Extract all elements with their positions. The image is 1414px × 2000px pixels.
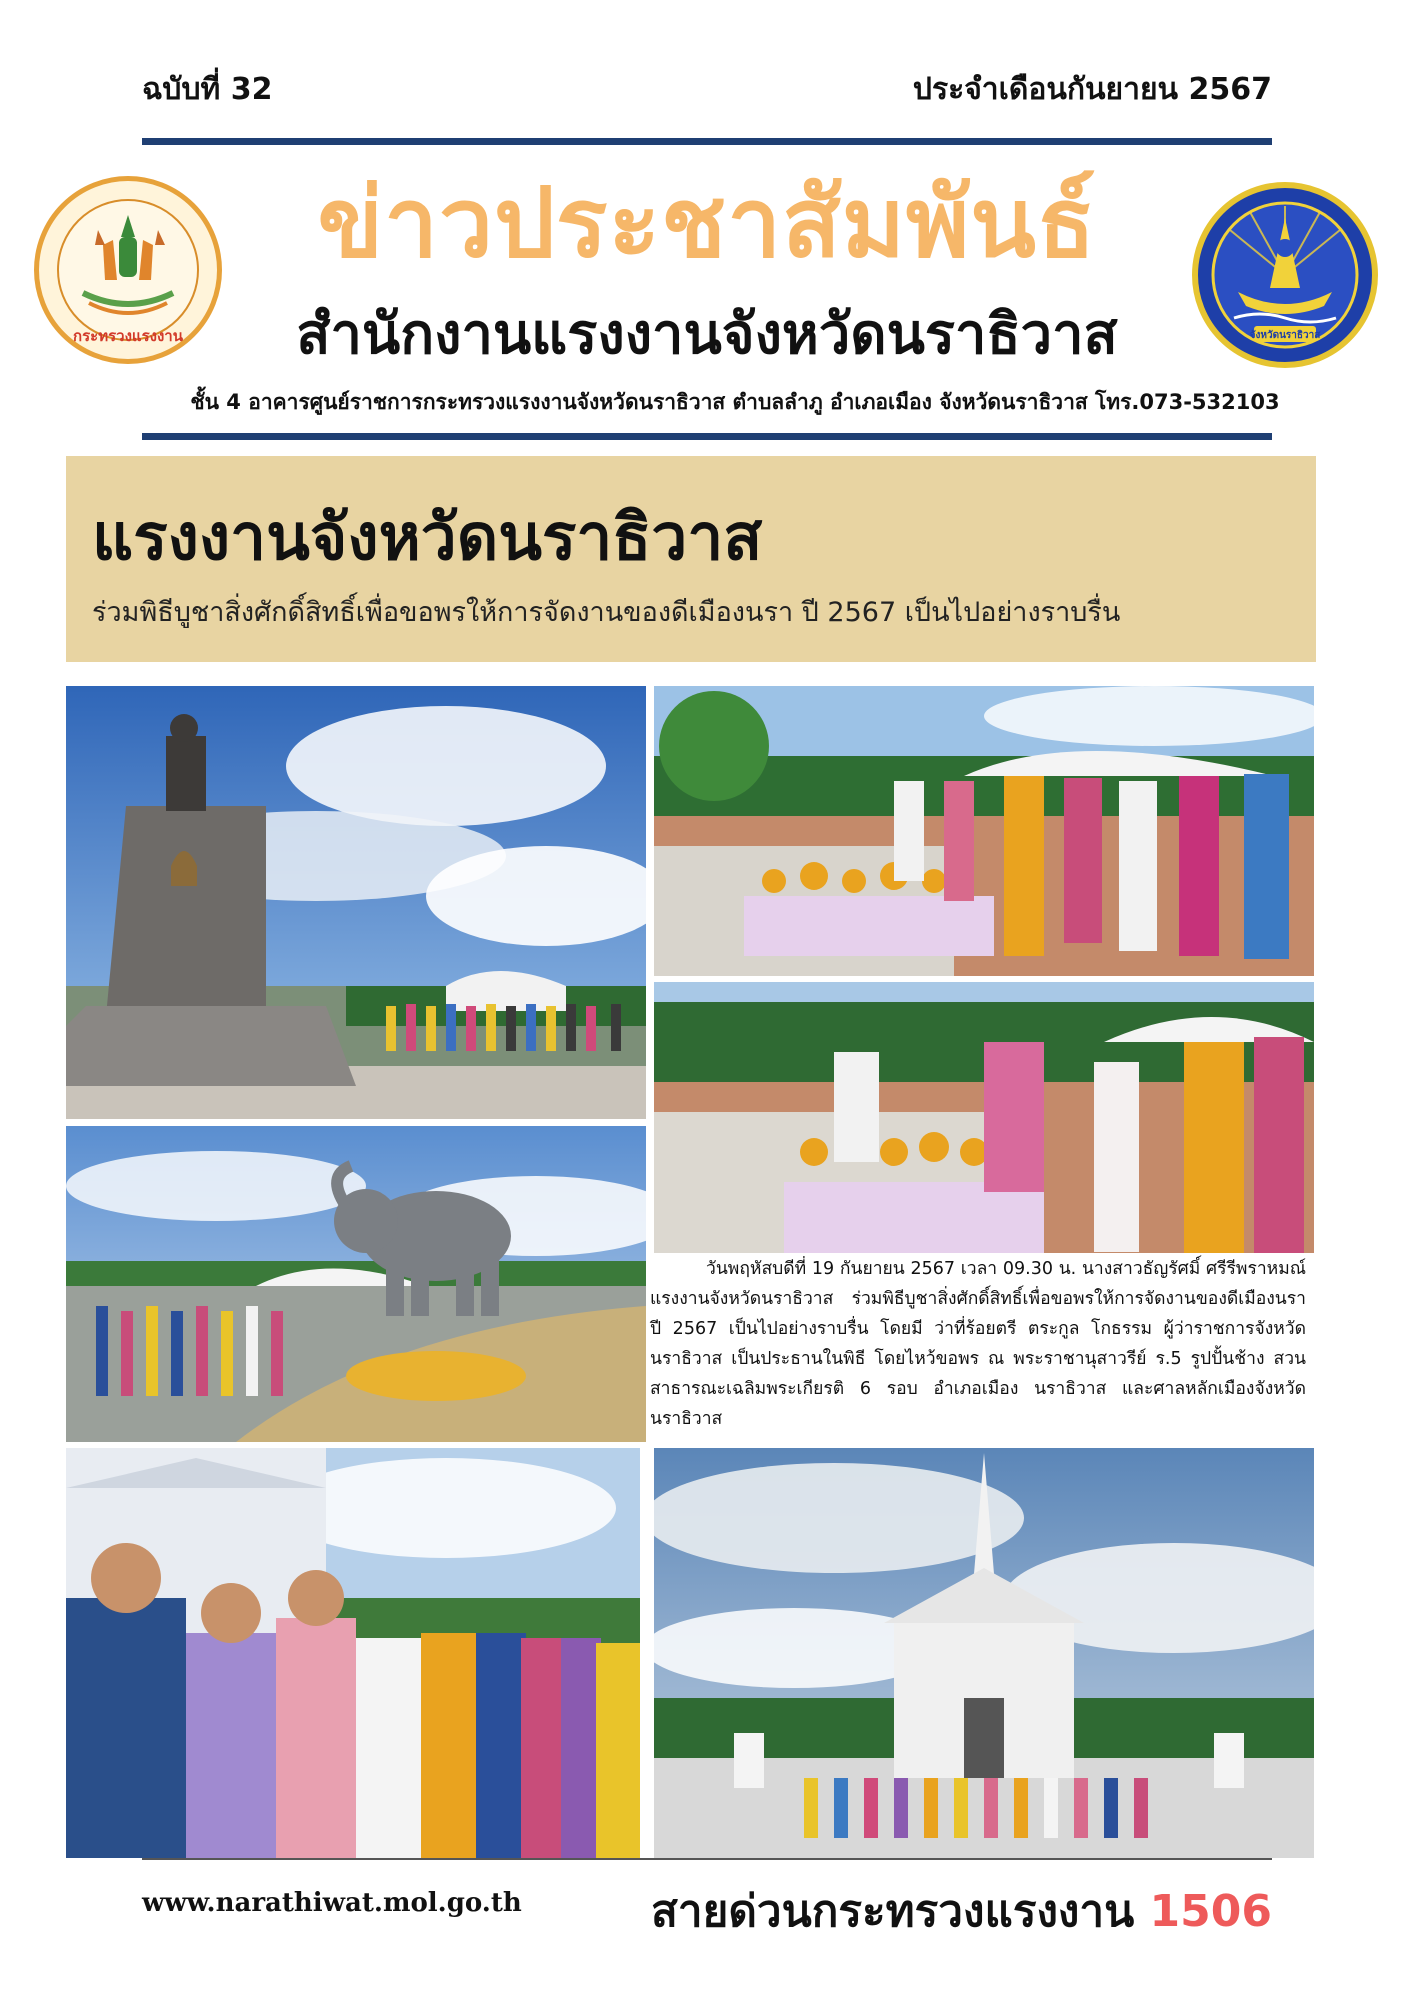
ministry-seal-text: กระทรวงแรงงาน xyxy=(73,327,183,345)
photo-statue-monument xyxy=(66,686,646,1119)
hotline-number: 1506 xyxy=(1149,1886,1272,1937)
website-link[interactable]: www.narathiwat.mol.go.th xyxy=(142,1888,522,1918)
story-body-paragraph: วันพฤหัสบดีที่ 19 กันยายน 2567 เวลา 09.30 น. นางสาวธัญรัศมิ์ ศรีรีพราหมณ์ แรงงานจังหวัดนราธิวาส ร่วมพิธีบูชาสิ่งศักดิ์สิทธิ์เพื่อขอพรให้การจัดงานของดีเมืองนรา ปี 2567 เป็นไปอย่างราบรื่น โดยมี ว่าที่ร้อยตรี ตระกูล โกธรรม ผู้ว่าราชการจังหวัดนราธิวาส เป็นประธานในพิธี โดยไหว้ขอพร ณ พระราชานุสาวรีย์ ร.5 รูปปั้นช้าง สวนสาธารณะเฉลิมพระเกียรติ 6 รอบ อำเภอเมือง นราธิวาส และศาลหลักเมืองจังหวัดนราธิวาส xyxy=(650,1259,1306,1429)
office-name: สำนักงานแรงงานจังหวัดนราธิวาส xyxy=(296,302,1118,367)
ministry-seal-logo xyxy=(34,176,222,364)
hotline xyxy=(651,1876,1272,1946)
newsletter-title: ข่าวประชาสัมพันธ์ xyxy=(317,167,1097,279)
photo-city-pillar-shrine xyxy=(654,1448,1314,1858)
top-divider xyxy=(142,138,1272,145)
hotline-label: สายด่วนกระทรวงแรงงาน xyxy=(651,1886,1135,1937)
photo-elephant-statue xyxy=(66,1126,646,1442)
story-body xyxy=(650,1254,1306,1434)
province-seal-text: จังหวัดนราธิวาส xyxy=(1249,330,1321,341)
masthead-divider xyxy=(142,433,1272,440)
photo-ceremony-offerings-1 xyxy=(654,686,1314,976)
issue-number: ฉบับที่ 32 xyxy=(142,72,273,107)
story-headline: แรงงานจังหวัดนราธิวาส xyxy=(92,501,763,575)
footer-divider xyxy=(142,1858,1272,1860)
issue-month: ประจำเดือนกันยายน 2567 xyxy=(912,72,1272,107)
photo-ceremony-offerings-2 xyxy=(654,982,1314,1253)
story-subheadline: ร่วมพิธีบูชาสิ่งศักดิ์สิทธิ์เพื่อขอพรให้การจัดงานของดีเมืองนรา ปี 2567 เป็นไปอย่างราบรื่น xyxy=(92,597,1121,628)
province-seal-logo xyxy=(1192,182,1378,368)
photo-officials-praying xyxy=(66,1448,640,1858)
office-address: ชั้น 4 อาคารศูนย์ราชการกระทรวงแรงงานจังหวัดนราธิวาส ตำบลลำภู อำเภอเมือง จังหวัดนราธิวาส โทร.073-532103 xyxy=(190,390,1280,414)
